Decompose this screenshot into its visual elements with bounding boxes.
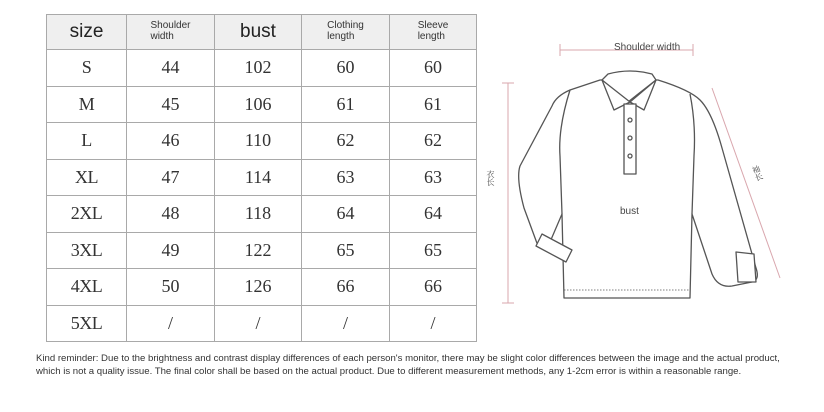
- length-cell: 64: [302, 196, 390, 233]
- sleeve-length-label: 袖长: [750, 163, 765, 183]
- table-row: [47, 123, 477, 160]
- table-row: [47, 232, 477, 269]
- sleeve-cell: 62: [390, 123, 477, 160]
- sleeve-cell: 64: [390, 196, 477, 233]
- bust-cell: 118: [215, 196, 302, 233]
- size-cell: M: [47, 86, 127, 123]
- bust-cell: 102: [215, 50, 302, 87]
- shoulder-cell: 47: [127, 159, 215, 196]
- bust-cell: 110: [215, 123, 302, 160]
- shoulder-cell: /: [127, 305, 215, 342]
- sleeve-cell: 60: [390, 50, 477, 87]
- size-cell: 2XL: [47, 196, 127, 233]
- header-sleeve-length: Sleeve length: [390, 15, 477, 50]
- kind-reminder-text: Kind reminder: Due to the brightness and contrast display differences of each person's monitor, there may be slight color differences between the image and the actual product, which is not a quality issue. The final color shall be based on the actual product. Due to different measurement methods, any 1-2cm error is within a reasonable range.: [36, 353, 780, 377]
- bust-cell: /: [215, 305, 302, 342]
- length-cell: 60: [302, 50, 390, 87]
- table-row: [47, 305, 477, 342]
- bust-cell: 106: [215, 86, 302, 123]
- length-cell: 61: [302, 86, 390, 123]
- bust-cell: 126: [215, 269, 302, 306]
- header-clothing-length: Clothing length: [302, 15, 390, 50]
- bust-cell: 114: [215, 159, 302, 196]
- length-cell: 65: [302, 232, 390, 269]
- table-row: [47, 159, 477, 196]
- shoulder-width-label: Shoulder width: [614, 42, 681, 53]
- header-shoulder-width: Shoulder width: [127, 15, 215, 50]
- size-cell: S: [47, 50, 127, 87]
- right-cuff: [736, 252, 756, 282]
- sleeve-cell: /: [390, 305, 477, 342]
- shoulder-cell: 45: [127, 86, 215, 123]
- bust-label: bust: [620, 206, 639, 217]
- table-row: [47, 269, 477, 306]
- sleeve-cell: 63: [390, 159, 477, 196]
- size-cell: XL: [47, 159, 127, 196]
- sleeve-cell: 65: [390, 232, 477, 269]
- button: [628, 136, 632, 140]
- button: [628, 154, 632, 158]
- size-cell: 5XL: [47, 305, 127, 342]
- length-cell: /: [302, 305, 390, 342]
- shoulder-cell: 50: [127, 269, 215, 306]
- sleeve-cell: 66: [390, 269, 477, 306]
- shoulder-cell: 49: [127, 232, 215, 269]
- size-cell: 4XL: [47, 269, 127, 306]
- button: [628, 118, 632, 122]
- shirt-body: [519, 80, 758, 298]
- size-chart-table: [46, 14, 477, 342]
- size-cell: L: [47, 123, 127, 160]
- shoulder-cell: 44: [127, 50, 215, 87]
- header-size: size: [47, 15, 127, 50]
- shoulder-cell: 48: [127, 196, 215, 233]
- length-cell: 66: [302, 269, 390, 306]
- sleeve-cell: 61: [390, 86, 477, 123]
- table-row: [47, 196, 477, 233]
- table-row: [47, 86, 477, 123]
- table-row: [47, 50, 477, 87]
- size-cell: 3XL: [47, 232, 127, 269]
- length-cell: 63: [302, 159, 390, 196]
- table-header-row: [47, 15, 477, 50]
- header-bust: bust: [215, 15, 302, 50]
- length-cell: 62: [302, 123, 390, 160]
- shirt-outline: [519, 71, 758, 298]
- bust-cell: 122: [215, 232, 302, 269]
- shoulder-cell: 46: [127, 123, 215, 160]
- clothing-length-label: 衣长: [486, 170, 495, 186]
